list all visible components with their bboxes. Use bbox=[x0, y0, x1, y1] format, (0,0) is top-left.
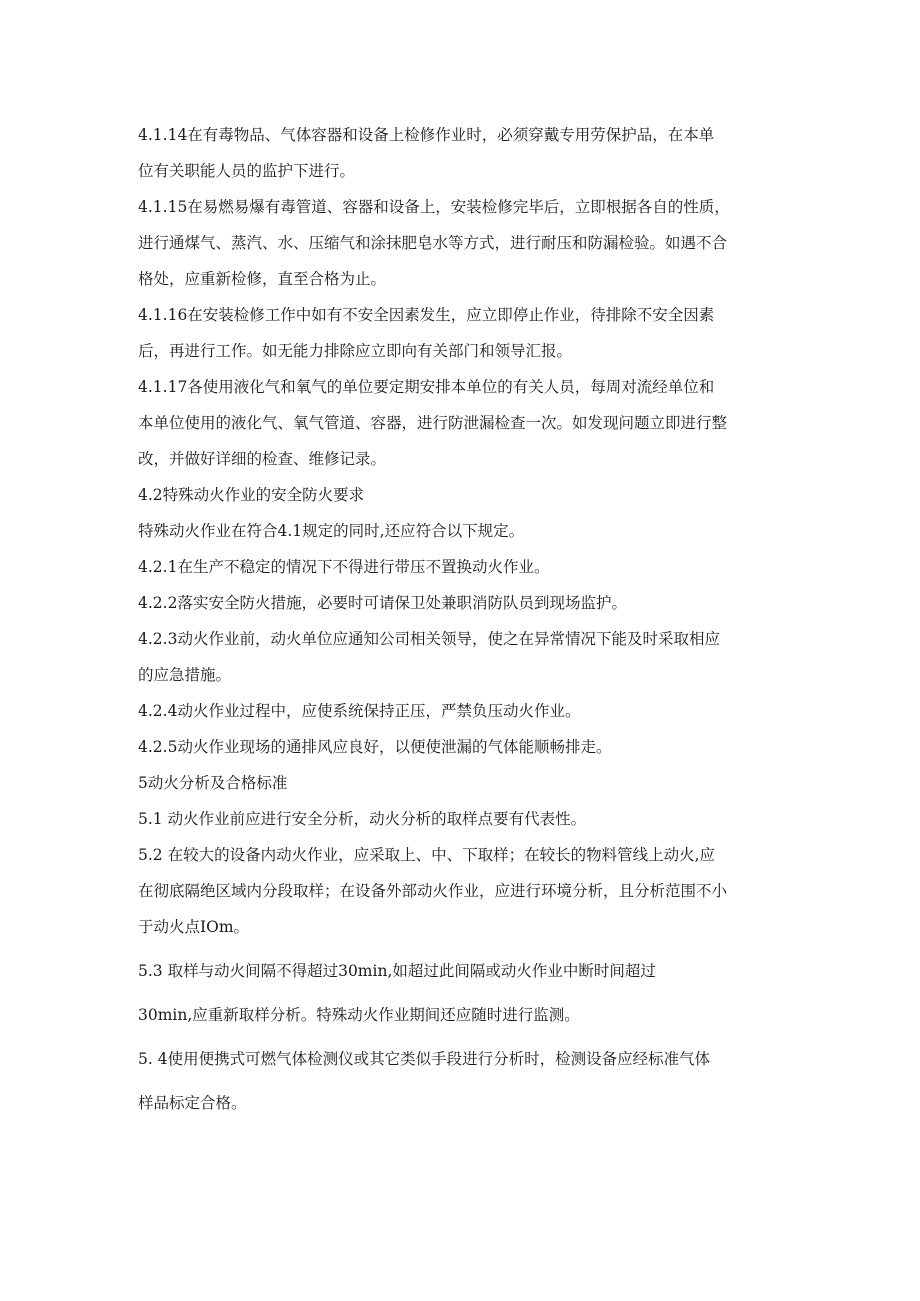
text-line: 的应急措施。 bbox=[138, 666, 232, 684]
paragraph-gap bbox=[138, 945, 798, 953]
text-line: 进行通煤气、蒸汽、水、压缩气和涂抹肥皂水等方式，进行耐压和防漏检验。如遇不合 bbox=[138, 234, 728, 252]
text-line: 4.2.2落实安全防火措施，必要时可请保卫处兼职消防队员到现场监护。 bbox=[138, 594, 627, 612]
text-line: 4.1.14在有毒物品、气体容器和设备上检修作业时，必须穿戴专用劳保护品，在本单 bbox=[138, 126, 715, 144]
text-line: 在彻底隔绝区域内分段取样；在设备外部动火作业，应进行环境分析，且分析范围不小 bbox=[138, 882, 728, 900]
text-line: 位有关职能人员的监护下进行。 bbox=[138, 162, 356, 180]
paragraph-gap bbox=[138, 1033, 798, 1041]
section-heading: 5动火分析及合格标准 bbox=[138, 774, 288, 792]
text-line: 样品标定合格。 bbox=[138, 1094, 247, 1112]
text-line: 4.1.17各使用液化气和氧气的单位要定期安排本单位的有关人员，每周对流经单位和 bbox=[138, 378, 715, 396]
text-line: 5.2 在较大的设备内动火作业，应采取上、中、下取样；在较长的物料管线上动火,应 bbox=[138, 846, 716, 864]
paragraph-gap bbox=[138, 1077, 798, 1085]
section-heading: 4.2特殊动火作业的安全防火要求 bbox=[138, 486, 365, 504]
text-line: 5.3 取样与动火间隔不得超过30min,如超过此间隔或动火作业中断时间超过 bbox=[138, 962, 656, 980]
text-line: 30min,应重新取样分析。特殊动火作业期间还应随时进行监测。 bbox=[138, 1006, 580, 1024]
document-body bbox=[138, 117, 798, 1121]
text-line: 后，再进行工作。如无能力排除应立即向有关部门和领导汇报。 bbox=[138, 342, 573, 360]
text-line: 于动火点IOm。 bbox=[138, 918, 250, 936]
text-line: 4.2.3动火作业前，动火单位应通知公司相关领导，使之在异常情况下能及时采取相应 bbox=[138, 630, 720, 648]
text-line: 5. 4使用便携式可燃气体检测仪或其它类似手段进行分析时，检测设备应经标准气体 bbox=[138, 1050, 711, 1068]
paragraph-gap bbox=[138, 989, 798, 997]
text-line: 4.2.1在生产不稳定的情况下不得进行带压不置换动火作业。 bbox=[138, 558, 550, 576]
text-line: 4.1.15在易燃易爆有毒管道、容器和设备上，安装检修完毕后，立即根据各自的性质， bbox=[138, 198, 730, 216]
text-line: 4.1.16在安装检修工作中如有不安全因素发生，应立即停止作业，待排除不安全因素 bbox=[138, 306, 715, 324]
text-line: 4.2.5动火作业现场的通排风应良好，以便使泄漏的气体能顺畅排走。 bbox=[138, 738, 612, 756]
text-line: 改，并做好详细的检查、维修记录。 bbox=[138, 450, 387, 468]
text-line: 特殊动火作业在符合4.1规定的同时,还应符合以下规定。 bbox=[138, 522, 525, 540]
text-line: 4.2.4动火作业过程中，应使系统保持正压，严禁负压动火作业。 bbox=[138, 702, 581, 720]
text-line: 本单位使用的液化气、氧气管道、容器，进行防泄漏检查一次。如发现问题立即进行整 bbox=[138, 414, 728, 432]
text-line: 格处，应重新检修，直至合格为止。 bbox=[138, 270, 387, 288]
text-line: 5.1 动火作业前应进行安全分析，动火分析的取样点要有代表性。 bbox=[138, 810, 587, 828]
